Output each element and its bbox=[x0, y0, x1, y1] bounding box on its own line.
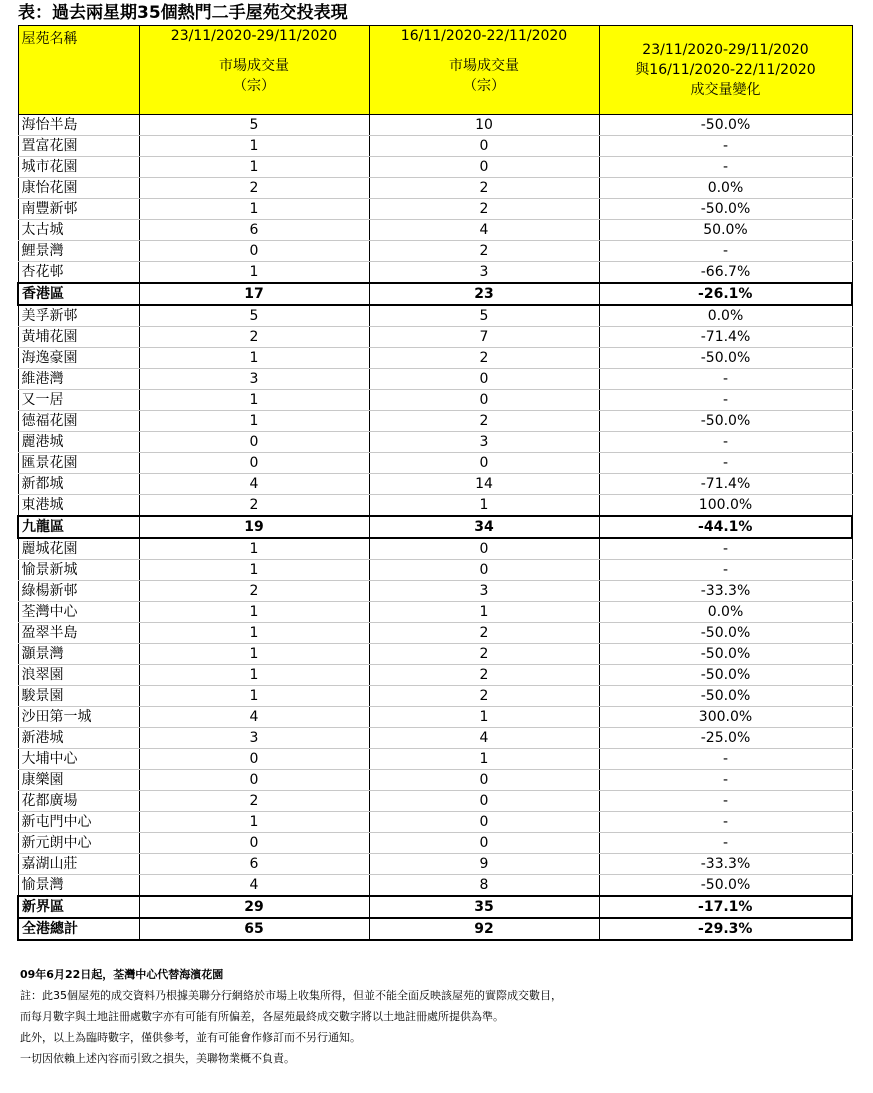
estate-name-cell: 愉景新城 bbox=[18, 560, 139, 581]
table-row bbox=[18, 241, 852, 262]
table-row bbox=[18, 707, 852, 728]
previous-volume-cell: 4 bbox=[369, 728, 599, 749]
table-row bbox=[18, 495, 852, 517]
previous-volume-cell: 2 bbox=[369, 241, 599, 262]
current-volume-cell: 4 bbox=[139, 875, 369, 897]
header-current-period: 23/11/2020-29/11/2020 bbox=[170, 28, 338, 44]
current-volume-cell: 5 bbox=[139, 305, 369, 327]
current-volume-cell: 1 bbox=[139, 157, 369, 178]
estate-name-cell: 杏花邨 bbox=[18, 262, 139, 284]
previous-volume-cell: 0 bbox=[369, 770, 599, 791]
header-current-unit: （宗） bbox=[233, 78, 275, 94]
estate-name-cell: 新屯門中心 bbox=[18, 812, 139, 833]
previous-volume-cell: 35 bbox=[369, 896, 599, 918]
previous-volume-cell: 0 bbox=[369, 453, 599, 474]
current-volume-cell: 1 bbox=[139, 686, 369, 707]
estate-name-cell: 鯉景灣 bbox=[18, 241, 139, 262]
footnote-line: 一切因依賴上述內容而引致之損失，美聯物業概不負責。 bbox=[20, 1052, 295, 1065]
header-previous-unit: （宗） bbox=[463, 78, 505, 94]
estate-name-cell: 愉景灣 bbox=[18, 875, 139, 897]
previous-volume-cell: 92 bbox=[369, 918, 599, 940]
estate-name-cell: 沙田第一城 bbox=[18, 707, 139, 728]
estate-name-cell: 新都城 bbox=[18, 474, 139, 495]
current-volume-cell: 2 bbox=[139, 178, 369, 199]
header-previous-volume: 市場成交量 bbox=[449, 58, 519, 74]
estate-name-cell: 花都廣場 bbox=[18, 791, 139, 812]
estate-name-cell: 大埔中心 bbox=[18, 749, 139, 770]
change-cell: -50.0% bbox=[599, 644, 852, 665]
change-cell: -25.0% bbox=[599, 728, 852, 749]
previous-volume-cell: 9 bbox=[369, 854, 599, 875]
previous-volume-cell: 8 bbox=[369, 875, 599, 897]
change-cell: -71.4% bbox=[599, 474, 852, 495]
estate-name-cell: 康怡花園 bbox=[18, 178, 139, 199]
change-cell: - bbox=[599, 749, 852, 770]
transaction-table bbox=[17, 25, 853, 941]
current-volume-cell: 3 bbox=[139, 369, 369, 390]
header-change bbox=[599, 26, 852, 115]
change-cell: -50.0% bbox=[599, 199, 852, 220]
current-volume-cell: 6 bbox=[139, 854, 369, 875]
table-row bbox=[18, 136, 852, 157]
change-cell: -50.0% bbox=[599, 348, 852, 369]
change-cell: - bbox=[599, 369, 852, 390]
previous-volume-cell: 0 bbox=[369, 390, 599, 411]
previous-volume-cell: 14 bbox=[369, 474, 599, 495]
estate-name-cell: 浪翠園 bbox=[18, 665, 139, 686]
change-cell: - bbox=[599, 833, 852, 854]
table-row bbox=[18, 178, 852, 199]
table-row bbox=[18, 199, 852, 220]
change-cell: -33.3% bbox=[599, 854, 852, 875]
district-subtotal-row bbox=[18, 283, 852, 305]
estate-name-cell: 南豐新邨 bbox=[18, 199, 139, 220]
current-volume-cell: 65 bbox=[139, 918, 369, 940]
current-volume-cell: 0 bbox=[139, 833, 369, 854]
previous-volume-cell: 4 bbox=[369, 220, 599, 241]
change-cell: 0.0% bbox=[599, 602, 852, 623]
header-current-week bbox=[139, 26, 369, 115]
estate-name-cell: 麗港城 bbox=[18, 432, 139, 453]
estate-name-cell: 香港區 bbox=[18, 283, 139, 305]
previous-volume-cell: 2 bbox=[369, 411, 599, 432]
current-volume-cell: 0 bbox=[139, 453, 369, 474]
previous-volume-cell: 2 bbox=[369, 348, 599, 369]
estate-name-cell: 東港城 bbox=[18, 495, 139, 517]
current-volume-cell: 1 bbox=[139, 560, 369, 581]
table-row bbox=[18, 581, 852, 602]
estate-name-cell: 灝景灣 bbox=[18, 644, 139, 665]
estate-name-cell: 海怡半島 bbox=[18, 115, 139, 136]
current-volume-cell: 1 bbox=[139, 644, 369, 665]
header-change-line3: 成交量變化 bbox=[690, 82, 761, 98]
table-row bbox=[18, 262, 852, 284]
header-previous-period: 16/11/2020-22/11/2020 bbox=[400, 28, 568, 44]
table-row bbox=[18, 854, 852, 875]
table-row bbox=[18, 538, 852, 560]
current-volume-cell: 17 bbox=[139, 283, 369, 305]
current-volume-cell: 1 bbox=[139, 390, 369, 411]
change-cell: -71.4% bbox=[599, 327, 852, 348]
header-estate-name: 屋苑名稱 bbox=[18, 26, 139, 115]
footnote-line: 09年6月22日起，荃灣中心代替海濱花園 bbox=[20, 968, 224, 981]
change-cell: - bbox=[599, 560, 852, 581]
estate-name-cell: 新港城 bbox=[18, 728, 139, 749]
change-cell: -29.3% bbox=[599, 918, 852, 940]
table-row bbox=[18, 875, 852, 897]
previous-volume-cell: 0 bbox=[369, 538, 599, 560]
change-cell: -17.1% bbox=[599, 896, 852, 918]
current-volume-cell: 29 bbox=[139, 896, 369, 918]
previous-volume-cell: 0 bbox=[369, 157, 599, 178]
table-row bbox=[18, 115, 852, 136]
table-row bbox=[18, 411, 852, 432]
previous-volume-cell: 10 bbox=[369, 115, 599, 136]
previous-volume-cell: 23 bbox=[369, 283, 599, 305]
current-volume-cell: 6 bbox=[139, 220, 369, 241]
table-row bbox=[18, 623, 852, 644]
estate-name-cell: 嘉湖山莊 bbox=[18, 854, 139, 875]
current-volume-cell: 2 bbox=[139, 791, 369, 812]
change-cell: -50.0% bbox=[599, 115, 852, 136]
change-cell: 0.0% bbox=[599, 178, 852, 199]
previous-volume-cell: 2 bbox=[369, 623, 599, 644]
change-cell: - bbox=[599, 390, 852, 411]
footnote-line: 而每月數字與土地註冊處數字亦有可能有所偏差，各屋苑最終成交數字將以土地註冊處所提供為準。 bbox=[20, 1010, 504, 1023]
change-cell: -26.1% bbox=[599, 283, 852, 305]
estate-name-cell: 駿景園 bbox=[18, 686, 139, 707]
estate-name-cell: 城市花園 bbox=[18, 157, 139, 178]
table-row bbox=[18, 770, 852, 791]
previous-volume-cell: 2 bbox=[369, 178, 599, 199]
district-subtotal-row bbox=[18, 896, 852, 918]
header-current-volume: 市場成交量 bbox=[219, 58, 289, 74]
current-volume-cell: 4 bbox=[139, 474, 369, 495]
estate-name-cell: 盈翠半島 bbox=[18, 623, 139, 644]
current-volume-cell: 1 bbox=[139, 538, 369, 560]
change-cell: -50.0% bbox=[599, 411, 852, 432]
header-change-line1: 23/11/2020-29/11/2020 bbox=[642, 42, 809, 58]
table-row bbox=[18, 369, 852, 390]
table-body bbox=[18, 115, 852, 941]
previous-volume-cell: 1 bbox=[369, 602, 599, 623]
current-volume-cell: 2 bbox=[139, 327, 369, 348]
previous-volume-cell: 0 bbox=[369, 136, 599, 157]
previous-volume-cell: 2 bbox=[369, 686, 599, 707]
change-cell: - bbox=[599, 812, 852, 833]
current-volume-cell: 1 bbox=[139, 136, 369, 157]
table-row bbox=[18, 453, 852, 474]
current-volume-cell: 1 bbox=[139, 348, 369, 369]
table-row bbox=[18, 749, 852, 770]
estate-name-cell: 黃埔花園 bbox=[18, 327, 139, 348]
previous-volume-cell: 3 bbox=[369, 581, 599, 602]
change-cell: -50.0% bbox=[599, 623, 852, 644]
previous-volume-cell: 34 bbox=[369, 516, 599, 538]
header-previous-week bbox=[369, 26, 599, 115]
previous-volume-cell: 0 bbox=[369, 369, 599, 390]
current-volume-cell: 3 bbox=[139, 728, 369, 749]
current-volume-cell: 0 bbox=[139, 241, 369, 262]
previous-volume-cell: 2 bbox=[369, 665, 599, 686]
current-volume-cell: 1 bbox=[139, 199, 369, 220]
footnote-line: 此外，以上為臨時數字，僅供參考，並有可能會作修訂而不另行通知。 bbox=[20, 1031, 361, 1044]
current-volume-cell: 0 bbox=[139, 432, 369, 453]
change-cell: - bbox=[599, 770, 852, 791]
estate-name-cell: 荃灣中心 bbox=[18, 602, 139, 623]
change-cell: -50.0% bbox=[599, 686, 852, 707]
table-row bbox=[18, 432, 852, 453]
change-cell: 0.0% bbox=[599, 305, 852, 327]
previous-volume-cell: 1 bbox=[369, 495, 599, 517]
previous-volume-cell: 1 bbox=[369, 707, 599, 728]
estate-name-cell: 康樂園 bbox=[18, 770, 139, 791]
change-cell: -66.7% bbox=[599, 262, 852, 284]
table-row bbox=[18, 390, 852, 411]
change-cell: - bbox=[599, 432, 852, 453]
previous-volume-cell: 0 bbox=[369, 560, 599, 581]
estate-name-cell: 全港總計 bbox=[18, 918, 139, 940]
table-row bbox=[18, 791, 852, 812]
estate-name-cell: 綠楊新邨 bbox=[18, 581, 139, 602]
current-volume-cell: 1 bbox=[139, 602, 369, 623]
previous-volume-cell: 7 bbox=[369, 327, 599, 348]
estate-name-cell: 維港灣 bbox=[18, 369, 139, 390]
change-cell: -33.3% bbox=[599, 581, 852, 602]
change-cell: - bbox=[599, 791, 852, 812]
current-volume-cell: 1 bbox=[139, 812, 369, 833]
district-subtotal-row bbox=[18, 918, 852, 940]
estate-name-cell: 太古城 bbox=[18, 220, 139, 241]
table-row bbox=[18, 220, 852, 241]
table-row bbox=[18, 157, 852, 178]
table-row bbox=[18, 812, 852, 833]
footnote-line: 註：此35個屋苑的成交資料乃根據美聯分行網絡於市場上收集所得，但並不能全面反映該屋苑的實際成交數目， bbox=[20, 989, 562, 1002]
page-title: 表：過去兩星期35個熱門二手屋苑交投表現 bbox=[18, 3, 348, 23]
table-row bbox=[18, 728, 852, 749]
previous-volume-cell: 0 bbox=[369, 833, 599, 854]
current-volume-cell: 1 bbox=[139, 411, 369, 432]
current-volume-cell: 0 bbox=[139, 770, 369, 791]
estate-name-cell: 美孚新邨 bbox=[18, 305, 139, 327]
change-cell: 100.0% bbox=[599, 495, 852, 517]
change-cell: 300.0% bbox=[599, 707, 852, 728]
previous-volume-cell: 0 bbox=[369, 791, 599, 812]
current-volume-cell: 2 bbox=[139, 581, 369, 602]
previous-volume-cell: 0 bbox=[369, 812, 599, 833]
table-row bbox=[18, 560, 852, 581]
table-row bbox=[18, 305, 852, 327]
estate-name-cell: 新界區 bbox=[18, 896, 139, 918]
change-cell: - bbox=[599, 157, 852, 178]
estate-name-cell: 海逸豪園 bbox=[18, 348, 139, 369]
change-cell: - bbox=[599, 538, 852, 560]
previous-volume-cell: 3 bbox=[369, 432, 599, 453]
footnotes bbox=[20, 964, 562, 1069]
current-volume-cell: 4 bbox=[139, 707, 369, 728]
estate-name-cell: 新元朗中心 bbox=[18, 833, 139, 854]
current-volume-cell: 1 bbox=[139, 262, 369, 284]
current-volume-cell: 1 bbox=[139, 623, 369, 644]
district-subtotal-row bbox=[18, 516, 852, 538]
previous-volume-cell: 2 bbox=[369, 644, 599, 665]
change-cell: - bbox=[599, 453, 852, 474]
current-volume-cell: 1 bbox=[139, 665, 369, 686]
header-change-line2: 與16/11/2020-22/11/2020 bbox=[635, 62, 816, 78]
table-row bbox=[18, 665, 852, 686]
change-cell: -50.0% bbox=[599, 875, 852, 897]
estate-name-cell: 匯景花園 bbox=[18, 453, 139, 474]
current-volume-cell: 0 bbox=[139, 749, 369, 770]
table-row bbox=[18, 348, 852, 369]
current-volume-cell: 5 bbox=[139, 115, 369, 136]
table-row bbox=[18, 644, 852, 665]
estate-name-cell: 置富花園 bbox=[18, 136, 139, 157]
change-cell: - bbox=[599, 241, 852, 262]
table-row bbox=[18, 474, 852, 495]
change-cell: -44.1% bbox=[599, 516, 852, 538]
previous-volume-cell: 3 bbox=[369, 262, 599, 284]
previous-volume-cell: 2 bbox=[369, 199, 599, 220]
estate-name-cell: 又一居 bbox=[18, 390, 139, 411]
change-cell: -50.0% bbox=[599, 665, 852, 686]
table-row bbox=[18, 833, 852, 854]
table-row bbox=[18, 327, 852, 348]
change-cell: - bbox=[599, 136, 852, 157]
table-row bbox=[18, 686, 852, 707]
current-volume-cell: 19 bbox=[139, 516, 369, 538]
current-volume-cell: 2 bbox=[139, 495, 369, 517]
change-cell: 50.0% bbox=[599, 220, 852, 241]
estate-name-cell: 麗城花園 bbox=[18, 538, 139, 560]
previous-volume-cell: 5 bbox=[369, 305, 599, 327]
estate-name-cell: 九龍區 bbox=[18, 516, 139, 538]
table-row bbox=[18, 602, 852, 623]
estate-name-cell: 德福花園 bbox=[18, 411, 139, 432]
previous-volume-cell: 1 bbox=[369, 749, 599, 770]
